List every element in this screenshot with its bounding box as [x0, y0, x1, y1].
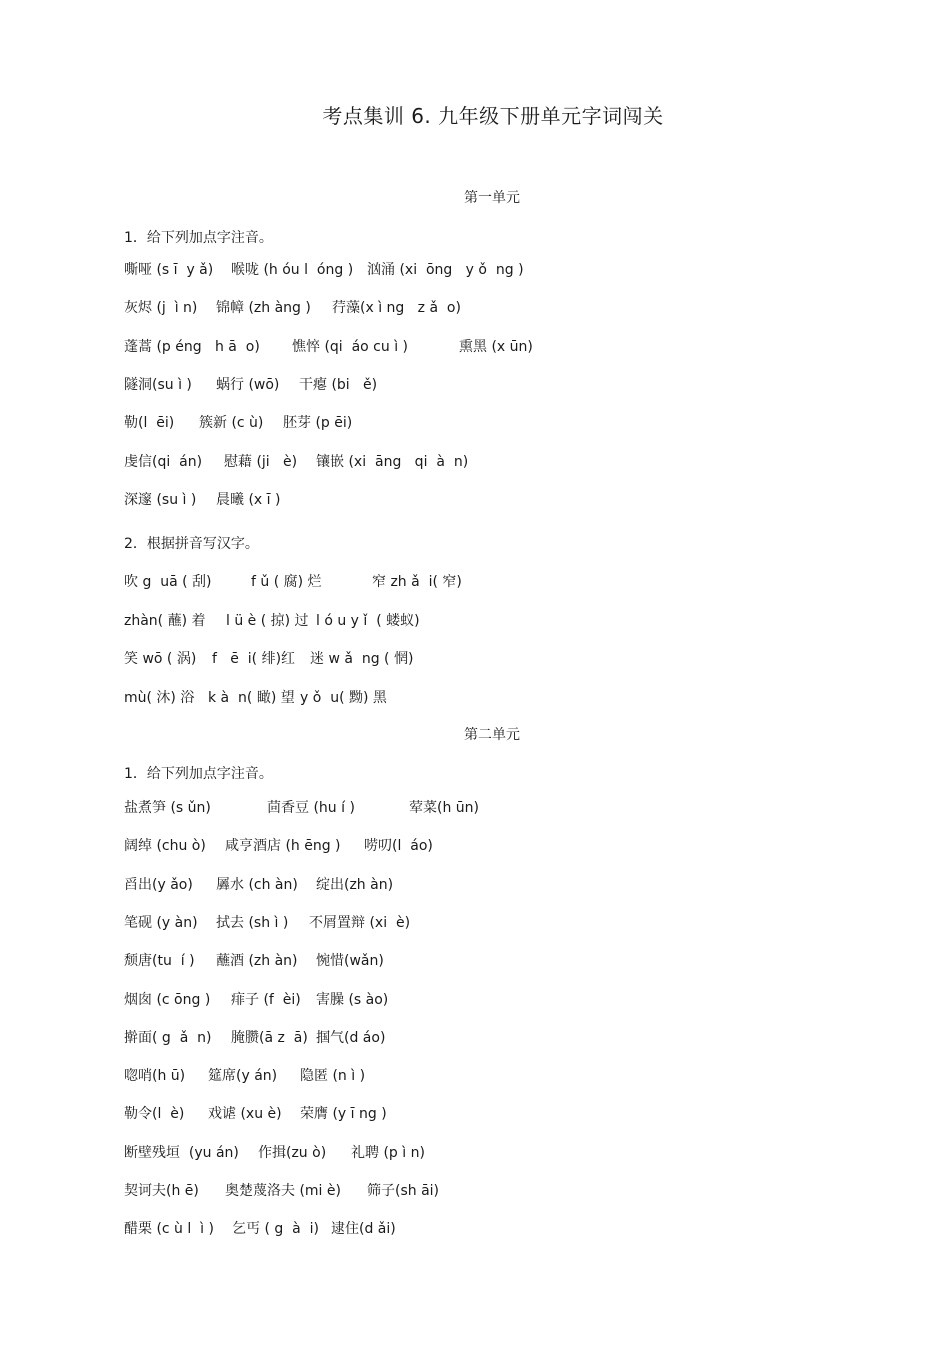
word-item: 不屑置辩 (xi è) — [309, 914, 411, 931]
word-item: 锦幛 (zh àng ) — [216, 300, 311, 317]
word-item: mù( 沐) 浴 — [124, 689, 195, 706]
word-item: 断壁残垣 (yu án) — [124, 1144, 239, 1161]
word-item: 簇新 (c ù) — [199, 415, 264, 432]
unit-2-question-1: 1．给下列加点字注音。 — [124, 766, 273, 782]
page-title: 考点集训 6. 九年级下册单元字词闯关 — [322, 104, 664, 128]
word-item: 憔悴 (qi áo cu ì ) — [292, 338, 409, 355]
word-item: 舀出(y ǎo) — [124, 876, 193, 893]
word-item: f ǔ ( 腐) 烂 — [251, 574, 322, 590]
word-item: l ü è ( 掠) 过 — [226, 612, 309, 629]
word-item: 隧洞(su ì ) — [124, 376, 192, 393]
word-item: 虔信(qi án) — [124, 453, 203, 470]
word-item: 绽出(zh àn) — [316, 876, 394, 893]
unit-2-heading: 第二单元 — [464, 727, 520, 743]
word-item: 乞丐 ( g à i) — [232, 1221, 319, 1238]
word-item: 蓬蒿 (p éng h ā o) — [124, 338, 260, 355]
word-item: 拭去 (sh ì ) — [216, 914, 289, 931]
word-item: 汹涌 (xi ōng y ǒ ng ) — [367, 262, 524, 278]
word-item: 荤菜(h ūn) — [409, 800, 479, 816]
word-item: 干瘪 (bi ě) — [299, 376, 378, 393]
word-item: 戏谑 (xu è) — [208, 1106, 282, 1123]
word-item: 颓唐(tu í ) — [124, 953, 195, 970]
unit-1-question-1: 1．给下列加点字注音。 — [124, 230, 273, 246]
word-item: 嘶哑 (s ī y ǎ) — [124, 262, 214, 278]
word-item: 胚芽 (p ēi) — [283, 415, 353, 432]
word-item: 掴气(d áo) — [316, 1029, 386, 1046]
word-item: 窄 zh ǎ i( 窄) — [372, 574, 462, 590]
word-item: 惋惜(wǎn) — [316, 953, 384, 970]
word-item: 深邃 (su ì ) — [124, 491, 197, 508]
word-item: 痱子 (f èi) — [231, 991, 301, 1008]
word-item: 擀面( g ǎ n) — [124, 1029, 212, 1046]
word-item: 契诃夫(h ē) — [124, 1183, 199, 1199]
word-item: 灰烬 (j ì n) — [124, 300, 198, 317]
word-item: 迷 w ǎ ng ( 惘) — [310, 651, 414, 667]
word-item: 熏黑 (x ūn) — [459, 338, 533, 355]
word-item: 唠叨(l áo) — [364, 838, 433, 855]
word-item: k à n( 瞰) 望 — [208, 689, 295, 706]
word-item: 喉咙 (h óu l óng ) — [231, 262, 354, 278]
word-item: 镶嵌 (xi āng qi à n) — [316, 453, 469, 470]
word-item: 咸亨酒店 (h ēng ) — [225, 838, 341, 855]
word-item: 逮住(d ǎi) — [331, 1221, 396, 1238]
word-item: 晨曦 (x ī ) — [216, 491, 281, 508]
word-item: 作揖(zu ò) — [258, 1144, 327, 1161]
word-item: 害臊 (s ào) — [316, 991, 389, 1008]
word-item: 隐匿 (n ì ) — [300, 1068, 366, 1085]
word-item: 吹 g uā ( 刮) — [124, 574, 212, 590]
word-item: 荇藻(x ì ng z ǎ o) — [332, 300, 461, 317]
word-item: 荣膺 (y ī ng ) — [300, 1106, 387, 1123]
word-item: 醋栗 (c ù l ì ) — [124, 1221, 214, 1238]
word-item: 盐煮笋 (s ǔn) — [124, 800, 211, 816]
unit-1-heading: 第一单元 — [464, 190, 520, 206]
word-item: f ē i( 绯)红 — [212, 651, 296, 667]
word-item: 茴香豆 (hu í ) — [267, 800, 355, 816]
word-item: 羼水 (ch àn) — [216, 876, 298, 893]
word-item: 奥楚蔑洛夫 (mi è) — [225, 1183, 341, 1199]
word-item: 腌臜(ā z ā) — [231, 1029, 308, 1046]
word-item: l ó u y ǐ ( 蝼蚁) — [316, 612, 420, 629]
word-item: 蜗行 (wō) — [216, 376, 280, 393]
word-item: 筵席(y án) — [208, 1068, 278, 1085]
word-item: 蘸酒 (zh àn) — [216, 953, 298, 970]
word-item: 阔绰 (chu ò) — [124, 838, 206, 855]
word-item: 礼聘 (p ì n) — [351, 1144, 425, 1161]
word-item: 笔砚 (y àn) — [124, 914, 198, 931]
word-item: zhàn( 蘸) 着 — [124, 612, 206, 629]
word-item: 慰藉 (ji è) — [224, 453, 298, 470]
word-item: 笑 wō ( 涡) — [124, 651, 197, 667]
word-item: 唿哨(h ū) — [124, 1068, 186, 1085]
word-item: 勒令(l è) — [124, 1106, 185, 1123]
word-item: y ǒ u( 黝) 黑 — [300, 689, 387, 706]
word-item: 烟囱 (c ōng ) — [124, 991, 211, 1008]
word-item: 筛子(sh āi) — [367, 1183, 440, 1199]
unit-1-question-2: 2．根据拼音写汉字。 — [124, 536, 259, 552]
word-item: 勒(l ēi) — [124, 415, 175, 432]
